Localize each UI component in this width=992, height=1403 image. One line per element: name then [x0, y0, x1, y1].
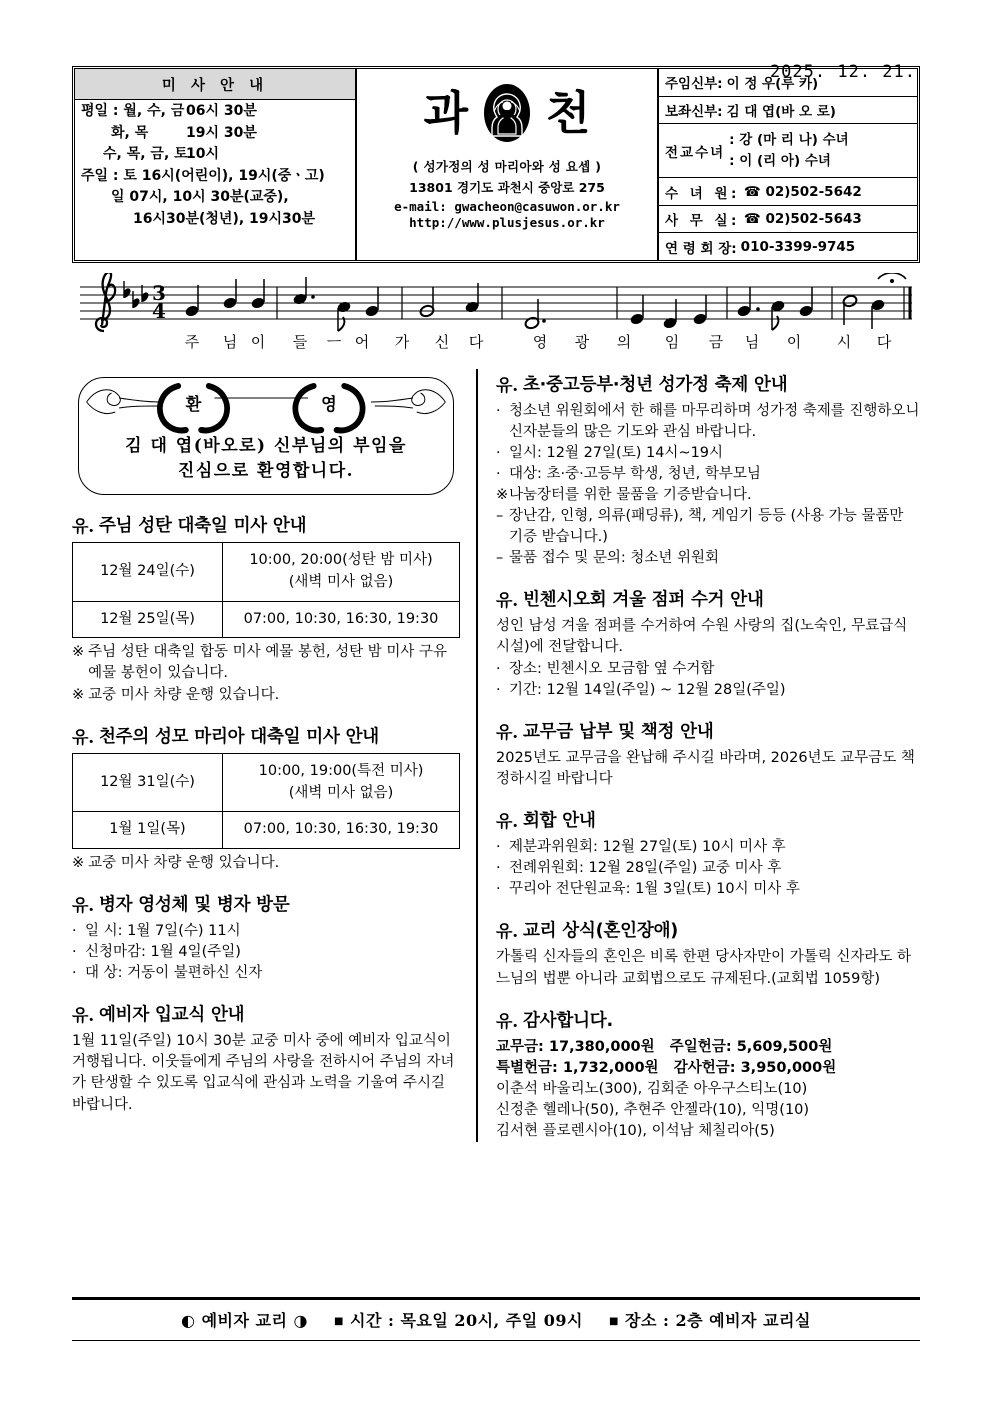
note-text: 주님 성탄 대축일 합동 미사 예물 봉헌, 성탄 밤 미사 구유 예물 봉헌이 있습니다.	[88, 644, 448, 681]
mass-times-note: (새벽 미사 없음)	[288, 573, 394, 590]
mass-row-label: 16시30분(청년), 19시30분	[133, 210, 316, 227]
bullet-mark: ·	[496, 681, 501, 698]
list-item	[496, 858, 920, 879]
contact-value: 이 정 우(루 카)	[726, 76, 819, 93]
lyric-syllable: 신	[434, 333, 450, 351]
table-row	[73, 753, 460, 812]
lyric-syllable: 시	[836, 333, 852, 351]
list-item-text: 물품 접수 및 문의: 청소년 위원회	[509, 550, 720, 567]
contact-label: 주임신부:	[665, 76, 723, 93]
section-title-text: 초·중고등부·청년 성가정 축제 안내	[522, 375, 788, 395]
new-year-mass-table	[72, 753, 460, 849]
section-title	[72, 891, 460, 916]
donor-line: 김서현 플로렌시아(10), 이석남 체칠리아(5)	[496, 1123, 775, 1140]
footer-time-group	[334, 1308, 583, 1331]
contact-row-pastor	[659, 69, 917, 97]
lyric-syllable: ㅡ	[326, 333, 342, 351]
list-item-text: 전례위원회: 12월 28일(주일) 교중 미사 후	[509, 860, 782, 877]
section-thanks	[496, 1007, 920, 1142]
bullet-mark: ·	[496, 403, 501, 419]
welcome-decoration	[79, 372, 453, 434]
christmas-mass-table	[72, 542, 460, 638]
lyric-syllable: 의	[616, 333, 632, 351]
section-paragraph: 성인 남성 겨울 점퍼를 수거하여 수원 사랑의 집(노숙인, 무료급식 시설)에 전달합니다.	[496, 618, 908, 656]
contact-label: 보좌신부:	[665, 103, 723, 120]
section-paragraph: 1월 11일(주일) 10시 30분 교중 미사 중에 예비자 입교식이 거행됩니다. 이웃들에게 주님의 사랑을 전하시어 주님의 자녀가 탄생할 수 있도록 입교식에 관심과 노력을 기울여 주시길 바랍니다.	[72, 1032, 455, 1113]
contact-row-assistant-pastor	[659, 97, 917, 125]
note-mark: ※	[72, 855, 85, 872]
mass-row-label: 평일 : 월, 수, 금	[81, 103, 185, 119]
lyric-syllable: 주	[184, 333, 200, 351]
section-title	[72, 1001, 460, 1026]
list-item-text: 제분과위원회: 12월 27일(토) 10시 미사 후	[509, 839, 786, 856]
section-title-text: 교리 상식(혼인장애)	[522, 921, 679, 942]
table-row	[73, 812, 460, 849]
section-title	[496, 917, 920, 942]
note-text: 교중 미사 차량 운행 있습니다.	[88, 687, 280, 704]
lyric-syllable: 들	[292, 333, 308, 351]
bulletin-date: 2025. 12. 21.	[769, 62, 916, 82]
lyric-syllable: 가	[394, 333, 410, 351]
chi-rho-icon: 유 .	[72, 891, 94, 916]
mass-row-value: 06시 30분	[186, 103, 257, 119]
note-mark: ※	[72, 687, 85, 704]
mass-times-line: 10:00, 19:00(특전 미사)	[258, 762, 424, 779]
offering-label: 주일헌금:	[669, 1039, 732, 1056]
bullet-mark: ·	[496, 660, 501, 677]
welcome-line-1: 김 대 엽(바오로) 신부님의 부임을	[125, 436, 407, 456]
mass-row-label: 주일 : 토 16시(어린이), 19시(중ㆍ고)	[81, 167, 325, 184]
lyric-syllable: 영	[532, 333, 548, 351]
mass-row	[81, 190, 349, 204]
section-title	[496, 1007, 920, 1032]
mass-times: 07:00, 10:30, 16:30, 19:30	[223, 812, 460, 849]
bullet-mark: –	[496, 508, 504, 525]
section-sick-communion	[72, 891, 460, 984]
mass-date: 12월 25일(목)	[73, 601, 223, 638]
offering-amount: 3,950,000원	[740, 1060, 837, 1077]
section-title-text: 예비자 입교식 안내	[98, 1004, 245, 1025]
offering-label: 감사헌금:	[673, 1060, 736, 1077]
contact-label: 수 녀 원:	[665, 185, 740, 202]
bullet-mark: ·	[72, 964, 77, 981]
halfmoon-right-icon: ◑	[293, 1311, 308, 1330]
list-item-text: 나눔장터를 위한 물품을 기증받습니다.	[509, 487, 752, 504]
section-doctrine	[496, 917, 920, 990]
right-column	[478, 369, 920, 1142]
list-item	[496, 879, 920, 900]
section-title	[496, 371, 920, 396]
mass-schedule-table	[75, 69, 357, 260]
chi-rho-icon: 유 .	[72, 512, 94, 537]
bullet-mark: ※	[496, 487, 509, 504]
chi-rho-icon: 유 .	[496, 807, 518, 832]
list-item	[496, 837, 920, 858]
list-item	[496, 401, 920, 443]
table-row	[73, 543, 460, 602]
section-title-text: 교무금 납부 및 책정 안내	[522, 721, 714, 742]
chi-rho-icon: 유 .	[72, 1001, 94, 1026]
nun-entry: : 이 (리 아) 수녀	[729, 152, 831, 169]
parish-subtitle: ( 성가정의 성 마리아와 성 요셉 )	[412, 159, 602, 174]
lyric-syllable: 다	[468, 333, 484, 351]
lyric-syllable: 님	[744, 333, 760, 351]
footer-content	[72, 1308, 920, 1331]
contact-row-office	[659, 206, 917, 234]
hymn-notation	[72, 273, 920, 365]
contact-value: ☎ 02)502-5642	[743, 183, 862, 200]
parish-name-first-char: 과	[423, 86, 468, 140]
list-item-text: 대상: 초·중·고등부 학생, 청년, 학부모님	[509, 466, 761, 483]
list-item	[496, 506, 920, 548]
list-item	[72, 942, 460, 963]
mass-row-value: 19시 30분	[186, 124, 257, 141]
content-columns	[72, 369, 920, 1142]
parish-email: e-mail: gwacheon@casuwon.or.kr	[394, 199, 620, 214]
wreath-right-icon	[295, 386, 362, 430]
section-title-text: 주님 성탄 대축일 미사 안내	[98, 516, 307, 536]
contact-value: 김 대 엽(바 오 로)	[726, 103, 836, 120]
note-mark: ※	[72, 644, 85, 661]
lyric-syllable: 이	[250, 333, 266, 351]
lyric-syllable: 이	[786, 333, 802, 351]
section-title-text: 병자 영성체 및 병자 방문	[98, 894, 290, 915]
lyric-syllable: 다	[876, 333, 892, 351]
offering-totals-row	[496, 1058, 920, 1079]
mass-date: 12월 24일(수)	[73, 543, 223, 602]
section-title-text: 감사합니다.	[522, 1011, 613, 1032]
parish-contact-table	[659, 69, 917, 260]
bullet-mark: ·	[496, 445, 501, 462]
chi-rho-icon: 유 .	[496, 371, 518, 396]
mass-row	[81, 104, 349, 118]
list-item-text: 일시: 12월 27일(토) 14시~19시	[509, 445, 724, 462]
list-item-text: 장난감, 인형, 의류(패딩류), 책, 게임기 등등 (사용 가능 물품만 기증 받습니다.)	[509, 508, 904, 546]
mass-times: 07:00, 10:30, 16:30, 19:30	[223, 601, 460, 638]
contact-row-convent	[659, 178, 917, 206]
offering-label: 교무금:	[496, 1039, 544, 1056]
lyric-syllable: 임	[664, 333, 680, 351]
lyric-syllable: 님	[222, 333, 238, 351]
list-item-text: 기간: 12월 14일(주일) ~ 12월 28일(주일)	[509, 681, 786, 698]
footer-bar	[72, 1297, 920, 1341]
mass-times-note: (새벽 미사 없음)	[288, 784, 394, 801]
bullet-mark: ·	[496, 466, 501, 483]
contact-row-nuns	[659, 124, 917, 178]
note-text: 교중 미사 차량 운행 있습니다.	[88, 855, 280, 872]
contact-label: 연 령 회 장:	[665, 240, 737, 257]
square-bullet-icon: ■	[608, 1316, 619, 1327]
lyric-syllable: 금	[708, 333, 724, 351]
holy-family-emblem-icon	[482, 82, 532, 144]
offering-totals-row	[496, 1037, 920, 1058]
chi-rho-icon: 유 .	[72, 723, 94, 748]
list-item	[496, 680, 920, 701]
section-note	[72, 642, 460, 683]
bullet-mark: ·	[72, 943, 77, 960]
mass-times	[223, 753, 460, 812]
bullet-mark: ·	[496, 860, 501, 877]
mass-schedule-title: 미 사 안 내	[75, 69, 355, 100]
section-title	[496, 586, 920, 611]
parish-name-row	[357, 75, 657, 151]
chi-rho-icon: 유 .	[496, 1007, 518, 1032]
offering-label: 특별헌금:	[496, 1060, 558, 1077]
mass-row	[81, 147, 349, 161]
mass-schedule-rows	[75, 100, 355, 260]
wreath-left-char: 환	[185, 394, 202, 415]
section-title-text: 빈첸시오회 겨울 점퍼 수거 안내	[522, 590, 764, 611]
mass-row-value: 10시	[186, 146, 220, 162]
offering-amount: 1,732,000원	[562, 1060, 659, 1077]
footer-title-group	[181, 1308, 308, 1331]
time-signature-numerator: 3	[152, 281, 166, 305]
footer-time: 시간 : 목요일 20시, 주일 09시	[350, 1311, 583, 1330]
list-item	[496, 464, 920, 485]
donor-line: 이춘석 바울리노(300), 김회준 아우구스티노(10)	[496, 1081, 808, 1098]
list-item-text: 청소년 위원회에서 한 해를 마무리하며 성가정 축제를 진행하오니 신자분들의 많은 기도와 관심 바랍니다.	[509, 403, 920, 441]
mass-row	[81, 169, 349, 183]
list-item	[72, 963, 460, 984]
footer-title: 예비자 교리	[201, 1311, 288, 1330]
parish-website: http://www.plusjesus.or.kr	[409, 215, 605, 230]
list-item	[496, 659, 920, 680]
list-item-text: 장소: 빈첸시오 모금함 옆 수거함	[509, 660, 715, 677]
section-christmas-mass	[72, 512, 460, 706]
wreath-right-char: 영	[321, 394, 337, 415]
list-item	[496, 485, 920, 506]
section-title-text: 천주의 성모 마리아 대축일 미사 안내	[98, 726, 379, 747]
list-item-text: 꾸리아 전단원교육: 1월 3일(토) 10시 미사 후	[509, 881, 800, 898]
welcome-line-2: 진심으로 환영합니다.	[177, 460, 355, 481]
footer-place-group	[609, 1308, 811, 1331]
section-note	[72, 685, 460, 706]
section-holy-family-festival	[496, 371, 920, 569]
header-info-box	[72, 66, 920, 263]
mass-row	[81, 212, 349, 226]
contact-row-funeral-association	[659, 233, 917, 260]
section-vincentian-jacket-collection	[496, 586, 920, 701]
section-paragraph: 2025년도 교무금을 완납해 주시길 바라며, 2026년도 교무금도 책정하시길 바랍니다	[496, 749, 915, 788]
list-item-text: 신청마감: 1월 4일(주일)	[85, 943, 241, 960]
parish-identity	[357, 69, 659, 260]
nuns-label: 전교수녀	[665, 144, 726, 161]
square-bullet-icon: ■	[333, 1316, 344, 1327]
offering-amount: 17,380,000원	[548, 1039, 655, 1056]
lyric-syllable: 광	[574, 333, 590, 351]
left-column	[72, 369, 476, 1142]
contact-label: 사 무 실:	[665, 213, 740, 230]
mass-times	[223, 543, 460, 602]
section-note	[72, 853, 460, 874]
list-item-text: 일 시: 1월 7일(수) 11시	[85, 922, 241, 939]
parish-address: 13801 경기도 과천시 중앙로 275	[409, 180, 605, 195]
list-item	[496, 443, 920, 464]
mass-date: 1월 1일(목)	[73, 812, 223, 849]
welcome-banner	[78, 377, 454, 495]
section-title	[72, 512, 460, 537]
mass-date: 12월 31일(수)	[73, 753, 223, 812]
contact-value: 010-3399-9745	[740, 238, 856, 255]
donor-line: 신정춘 헬레나(50), 추현주 안젤라(10), 익명(10)	[496, 1102, 810, 1119]
bullet-mark: ·	[72, 922, 77, 939]
mass-times-line: 10:00, 20:00(성탄 밤 미사)	[249, 552, 433, 568]
parish-name-second-char: 천	[546, 86, 591, 140]
section-title	[72, 723, 460, 748]
section-meetings	[496, 807, 920, 900]
halfmoon-left-icon: ◐	[181, 1311, 196, 1330]
mass-row-label: 일 07시, 10시 30분(교중),	[111, 189, 289, 205]
treble-clef-icon	[96, 273, 115, 331]
table-row	[73, 601, 460, 638]
contact-value: ☎ 02)502-5643	[743, 211, 862, 228]
wreath-left-icon	[160, 386, 227, 430]
section-title	[496, 718, 920, 743]
section-catechumen-entrance	[72, 1001, 460, 1116]
bullet-mark: –	[496, 550, 504, 567]
fermata-icon	[878, 273, 906, 283]
lyric-syllable: 어	[354, 333, 370, 351]
mass-row-label: 화, 목	[111, 124, 149, 141]
section-paragraph: 가톨릭 신자들의 혼인은 비록 한편 당사자만이 가톨릭 신자라도 하느님의 법뿐 아니라 교회법으로도 규제된다.(교회법 1059항)	[496, 949, 912, 987]
bullet-mark: ·	[496, 881, 501, 898]
time-signature-denominator: 4	[152, 299, 166, 323]
list-item	[496, 548, 920, 569]
section-title-text: 회합 안내	[522, 811, 596, 832]
section-parish-dues	[496, 718, 920, 791]
offering-amount: 5,609,500원	[736, 1039, 833, 1056]
chi-rho-icon: 유 .	[496, 586, 518, 611]
list-item-text: 대 상: 거동이 불편하신 신자	[85, 964, 263, 981]
mass-row-label: 수, 목, 금, 토	[103, 146, 188, 162]
chi-rho-icon: 유 .	[496, 718, 518, 743]
list-item	[72, 921, 460, 942]
chi-rho-icon: 유 .	[496, 917, 518, 942]
section-mary-mother-of-god	[72, 723, 460, 874]
section-title	[496, 807, 920, 832]
nun-entry: : 강 (마 리 나) 수녀	[729, 132, 849, 149]
bullet-mark: ·	[496, 839, 501, 856]
footer-place: 장소 : 2층 예비자 교리실	[625, 1311, 811, 1330]
mass-row	[81, 126, 349, 140]
